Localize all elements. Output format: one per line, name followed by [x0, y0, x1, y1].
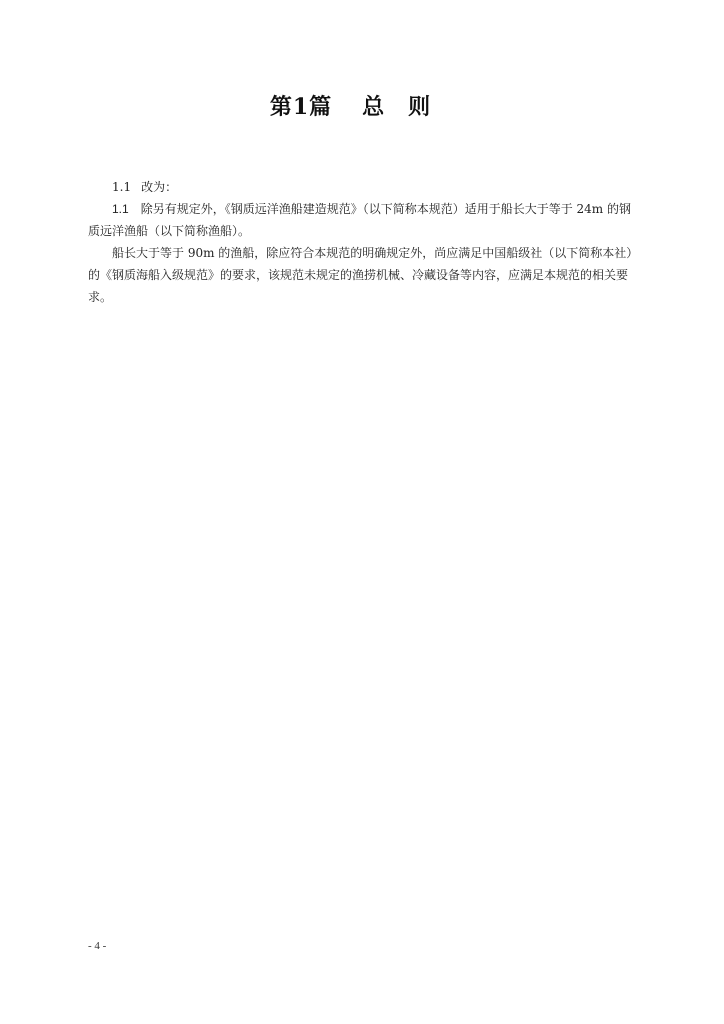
document-body [88, 176, 638, 308]
amendment-text: 改为： [141, 180, 178, 194]
page-number: - 4 - [88, 940, 107, 952]
amendment-line [88, 176, 638, 198]
paragraph-2: 船长大于等于 90m 的渔船，除应符合本规范的明确规定外，尚应满足中国船级社（以下简称本社）的《钢质海船入级规范》的要求，该规范未规定的渔捞机械、冷藏设备等内容，应满足本规范的相关要求。 [88, 246, 633, 304]
clause-paragraph [88, 198, 638, 242]
amendment-number: 1.1 [112, 180, 132, 194]
chapter-number: 第1篇 [269, 94, 333, 120]
chapter-title [0, 90, 724, 121]
clause-number: 1.1 [112, 202, 129, 216]
chapter-name: 总则 [362, 94, 455, 120]
clause-text: 除另有规定外，《钢质远洋渔船建造规范》（以下简称本规范）适用于船长大于等于 24m 的钢质远洋渔船（以下简称渔船）。 [88, 202, 631, 238]
